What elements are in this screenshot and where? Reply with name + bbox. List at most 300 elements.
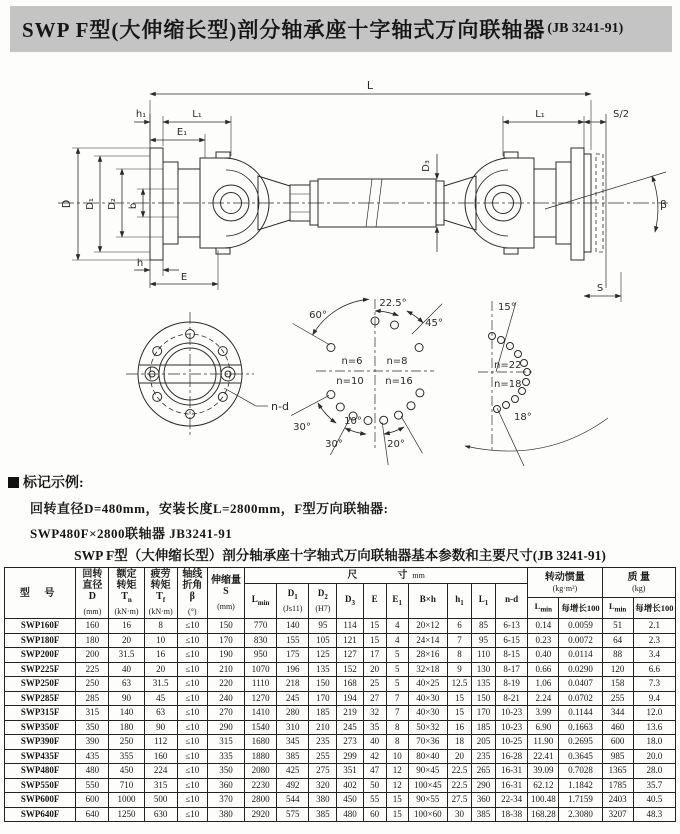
model-cell: SWP640F (5, 807, 76, 822)
value-cell: ≤10 (177, 648, 207, 663)
value-cell: 270 (207, 706, 244, 721)
value-cell: 20.0 (633, 749, 675, 764)
value-cell: 3207 (602, 807, 633, 822)
dim-label-beta: β (660, 198, 668, 211)
value-cell: 196 (277, 662, 309, 677)
angle-label-15: 15° (498, 302, 516, 313)
col-header-model: 型 号 (5, 568, 76, 619)
value-cell: 15 (447, 706, 471, 721)
value-cell: 5 (386, 648, 408, 663)
value-cell: 6 (447, 619, 471, 634)
table-row (5, 778, 676, 793)
value-cell: 100.48 (528, 793, 559, 808)
value-cell: ≤10 (177, 807, 207, 822)
value-cell: 500 (144, 793, 177, 808)
value-cell: 100×60 (408, 807, 447, 822)
table-row (5, 648, 676, 663)
value-cell: 120 (602, 662, 633, 677)
value-cell: 60 (363, 807, 386, 822)
parameter-table (4, 567, 676, 822)
value-cell: 385 (472, 807, 496, 822)
value-cell: 550 (76, 778, 109, 793)
value-cell: 3.99 (528, 706, 559, 721)
value-cell: 351 (337, 764, 363, 779)
value-cell: 25 (363, 677, 386, 692)
count-label-n16: n=16 (385, 376, 413, 387)
value-cell: 10 (144, 633, 177, 648)
value-cell: 5 (386, 677, 408, 692)
value-cell: 170 (309, 691, 337, 706)
dim-label-b: b (128, 202, 139, 210)
value-cell: 245 (337, 720, 363, 735)
value-cell: 575 (277, 807, 309, 822)
angle-label-60: 60° (309, 310, 327, 321)
dim-label-h: h (136, 258, 144, 269)
value-cell: 255 (602, 691, 633, 706)
value-cell: 31.5 (144, 677, 177, 692)
value-cell: ≤10 (177, 764, 207, 779)
value-cell: 114 (337, 619, 363, 634)
value-cell: 344 (602, 706, 633, 721)
table-row (5, 691, 676, 706)
value-cell: 0.7028 (559, 764, 602, 779)
value-cell: 1880 (245, 749, 277, 764)
col-header-mass-lmin: $L_{min}$ (602, 598, 633, 619)
value-cell: 2.3080 (559, 807, 602, 822)
flange-bolt-label: n-d (271, 400, 289, 413)
value-cell: 4 (386, 633, 408, 648)
model-cell: SWP160F (5, 619, 76, 634)
dim-label-D: D (60, 199, 73, 209)
value-cell: 370 (207, 793, 244, 808)
value-cell: 218 (277, 677, 309, 692)
value-cell: 5 (386, 662, 408, 677)
value-cell: 15 (363, 633, 386, 648)
value-cell: 355 (109, 749, 144, 764)
group-header-inertia: 转动惯量 (kg·m²) (528, 568, 602, 598)
value-cell: 8 (144, 619, 177, 634)
value-cell: ≤10 (177, 778, 207, 793)
angle-label-22-5: 22.5° (379, 298, 407, 309)
value-cell: 0.0407 (559, 677, 602, 692)
value-cell: 51 (602, 619, 633, 634)
value-cell: 2230 (245, 778, 277, 793)
value-cell: 0.40 (528, 648, 559, 663)
value-cell: 6.90 (528, 720, 559, 735)
dim-label-S-half: S/2 (613, 109, 630, 120)
value-cell: 40×30 (408, 691, 447, 706)
value-cell: 544 (277, 793, 309, 808)
marking-heading (8, 472, 668, 492)
value-cell: 315 (207, 735, 244, 750)
value-cell: 168 (337, 677, 363, 692)
value-cell: 15 (363, 619, 386, 634)
marking-example-section (8, 472, 668, 542)
value-cell: 4 (386, 619, 408, 634)
dim-label-E: E (180, 272, 188, 283)
model-cell: SWP435F (5, 749, 76, 764)
value-cell: 6.6 (633, 662, 675, 677)
value-cell: 10-23 (496, 706, 528, 721)
col-header-h1: $h_1$ (447, 584, 471, 619)
value-cell: 8-21 (496, 691, 528, 706)
col-header-e: E (363, 584, 386, 619)
value-cell: 210 (207, 662, 244, 677)
value-cell: 1365 (602, 764, 633, 779)
value-cell: 310 (277, 720, 309, 735)
value-cell: ≤10 (177, 735, 207, 750)
value-cell: 170 (207, 633, 244, 648)
value-cell: 40.5 (633, 793, 675, 808)
table-row (5, 706, 676, 721)
value-cell: 250 (109, 735, 144, 750)
value-cell: 480 (337, 807, 363, 822)
value-cell: 35.7 (633, 778, 675, 793)
value-cell: 13.6 (633, 720, 675, 735)
dim-label-E1: E₁ (176, 127, 188, 138)
col-header-d3: $D_3$ (337, 584, 363, 619)
value-cell: 220 (207, 677, 244, 692)
model-cell: SWP225F (5, 662, 76, 677)
marking-heading-text: 标记示例: (23, 476, 84, 491)
value-cell: 8 (386, 735, 408, 750)
count-label-n10: n=10 (336, 376, 364, 387)
value-cell: 152 (337, 662, 363, 677)
value-cell: 24×14 (408, 633, 447, 648)
value-cell: 425 (277, 764, 309, 779)
value-cell: 32×18 (408, 662, 447, 677)
value-cell: 155 (277, 633, 309, 648)
value-cell: 12 (386, 778, 408, 793)
value-cell: 7 (386, 706, 408, 721)
value-cell: 150 (472, 691, 496, 706)
value-cell: 30 (447, 807, 471, 822)
model-cell: SWP350F (5, 720, 76, 735)
value-cell: 390 (76, 735, 109, 750)
bolt-pattern-diagram (291, 298, 443, 465)
value-cell: 224 (144, 764, 177, 779)
value-cell: 0.0059 (559, 619, 602, 634)
value-cell: 265 (472, 764, 496, 779)
value-cell: 18 (447, 735, 471, 750)
value-cell: 150 (309, 677, 337, 692)
value-cell: 2.24 (528, 691, 559, 706)
col-header-d2: $D_2$ (H7) (309, 584, 337, 619)
technical-drawing (0, 56, 680, 470)
value-cell: 17 (363, 648, 386, 663)
value-cell: 50×32 (408, 720, 447, 735)
model-cell: SWP315F (5, 706, 76, 721)
value-cell: 110 (472, 648, 496, 663)
table-row (5, 764, 676, 779)
value-cell: 350 (207, 764, 244, 779)
value-cell: 8-19 (496, 677, 528, 692)
partial-bolt-pattern (465, 301, 608, 466)
col-header-inertia-per100: 每增长100 (559, 598, 602, 619)
value-cell: 40×30 (408, 706, 447, 721)
value-cell: 185 (309, 706, 337, 721)
value-cell: 1410 (245, 706, 277, 721)
value-cell: 1785 (602, 778, 633, 793)
model-cell: SWP285F (5, 691, 76, 706)
dim-label-D3: D₃ (421, 160, 432, 172)
value-cell: 70×36 (408, 735, 447, 750)
value-cell: 320 (309, 778, 337, 793)
value-cell: 16 (447, 720, 471, 735)
value-cell: 380 (207, 807, 244, 822)
value-cell: 315 (76, 706, 109, 721)
value-cell: 450 (337, 793, 363, 808)
value-cell: 90×55 (408, 793, 447, 808)
table-row (5, 619, 676, 634)
table-row (5, 749, 676, 764)
value-cell: 240 (207, 691, 244, 706)
value-cell: 28×16 (408, 648, 447, 663)
value-cell: 18-38 (496, 807, 528, 822)
value-cell: 245 (277, 691, 309, 706)
value-cell: 1110 (245, 677, 277, 692)
value-cell: ≤10 (177, 706, 207, 721)
dim-label-L1-left: L₁ (192, 109, 202, 120)
value-cell: 285 (76, 691, 109, 706)
model-cell: SWP480F (5, 764, 76, 779)
value-cell: 250 (76, 677, 109, 692)
value-cell: 160 (76, 619, 109, 634)
value-cell: 18.0 (633, 735, 675, 750)
value-cell: 158 (602, 677, 633, 692)
value-cell: 0.1663 (559, 720, 602, 735)
dim-label-D2: D₂ (107, 198, 118, 210)
value-cell: ≤10 (177, 793, 207, 808)
value-cell: 1070 (245, 662, 277, 677)
value-cell: 32 (363, 706, 386, 721)
value-cell: 22-34 (496, 793, 528, 808)
value-cell: 350 (76, 720, 109, 735)
value-cell: 140 (277, 619, 309, 634)
value-cell: 299 (337, 749, 363, 764)
value-cell: 7 (447, 633, 471, 648)
dim-label-h1: h₁ (135, 109, 147, 120)
value-cell: 335 (207, 749, 244, 764)
value-cell: 16 (144, 648, 177, 663)
model-cell: SWP600F (5, 793, 76, 808)
model-cell: SWP250F (5, 677, 76, 692)
value-cell: 1680 (245, 735, 277, 750)
angle-label-30-left: 30° (293, 422, 311, 433)
page-title: SWP F型(大伸缩长型)剖分轴承座十字轴式万向联轴器 (22, 18, 546, 42)
value-cell: 385 (309, 807, 337, 822)
value-cell: 135 (309, 662, 337, 677)
value-cell: 47 (363, 764, 386, 779)
value-cell: 20 (363, 662, 386, 677)
value-cell: 1540 (245, 720, 277, 735)
dim-label-S: S (596, 283, 604, 294)
black-square-bullet-icon (8, 477, 19, 488)
value-cell: 40×25 (408, 677, 447, 692)
value-cell: 9.4 (633, 691, 675, 706)
value-cell: 0.0702 (559, 691, 602, 706)
value-cell: 3.4 (633, 648, 675, 663)
value-cell: 6-15 (496, 633, 528, 648)
value-cell: 2800 (245, 793, 277, 808)
col-header-rated-torque: 额定 转矩 $T_n$ (kN·m) (109, 568, 144, 619)
value-cell: 180 (76, 633, 109, 648)
col-header-mass-per100: 每增长100 (633, 598, 675, 619)
value-cell: 7 (386, 691, 408, 706)
table-title: SWP F型（大伸缩长型）剖分轴承座十字轴式万向联轴器基本参数和主要尺寸(JB 3241-91) (74, 548, 606, 563)
value-cell: 345 (277, 735, 309, 750)
value-cell: 95 (309, 619, 337, 634)
value-cell: 0.2695 (559, 735, 602, 750)
value-cell: 20 (144, 662, 177, 677)
value-cell: 360 (472, 793, 496, 808)
value-cell: 20×12 (408, 619, 447, 634)
value-cell: 1.7159 (559, 793, 602, 808)
value-cell: 205 (472, 735, 496, 750)
value-cell: 290 (207, 720, 244, 735)
value-cell: 22.41 (528, 749, 559, 764)
value-cell: 275 (309, 764, 337, 779)
marking-line-1: 回转直径D=480mm，安装长度L=2800mm，F型万向联轴器: (30, 501, 389, 516)
table-row (5, 735, 676, 750)
value-cell: ≤10 (177, 691, 207, 706)
model-cell: SWP180F (5, 633, 76, 648)
value-cell: 8 (386, 720, 408, 735)
dim-label-L: L (366, 79, 374, 92)
angle-label-45: 45° (425, 318, 443, 329)
count-label-n22: n=22 (494, 360, 522, 371)
value-cell: 48.3 (633, 807, 675, 822)
model-cell: SWP390F (5, 735, 76, 750)
value-cell: 88 (602, 648, 633, 663)
value-cell: 85 (472, 619, 496, 634)
value-cell: 255 (309, 749, 337, 764)
value-cell: 40 (363, 735, 386, 750)
model-cell: SWP550F (5, 778, 76, 793)
value-cell: 0.14 (528, 619, 559, 634)
value-cell: 27.5 (447, 793, 471, 808)
page-title-standard: (JB 3241-91) (547, 21, 624, 36)
value-cell: 0.3645 (559, 749, 602, 764)
group-header-mass: 质 量 (kg) (602, 568, 675, 598)
count-label-n6: n=6 (341, 356, 363, 367)
model-cell: SWP200F (5, 648, 76, 663)
value-cell: 0.66 (528, 662, 559, 677)
value-cell: 630 (144, 807, 177, 822)
count-label-n8: n=8 (386, 356, 408, 367)
value-cell: 121 (337, 633, 363, 648)
value-cell: 2.1 (633, 619, 675, 634)
table-row (5, 793, 676, 808)
value-cell: 39.09 (528, 764, 559, 779)
value-cell: 180 (109, 720, 144, 735)
col-header-bxh: B×h (408, 584, 447, 619)
value-cell: 492 (277, 778, 309, 793)
value-cell: 90 (144, 720, 177, 735)
value-cell: ≤10 (177, 633, 207, 648)
value-cell: 0.1144 (559, 706, 602, 721)
flange-front-view (126, 312, 289, 438)
value-cell: 42 (363, 749, 386, 764)
col-header-extension: 伸缩量 S (mm) (207, 568, 244, 619)
page-title-bar (10, 6, 672, 52)
value-cell: 235 (309, 735, 337, 750)
value-cell: 40 (109, 662, 144, 677)
col-header-inertia-lmin: $L_{min}$ (528, 598, 559, 619)
value-cell: 15 (386, 793, 408, 808)
value-cell: 402 (337, 778, 363, 793)
value-cell: 0.0114 (559, 648, 602, 663)
value-cell: 9 (447, 662, 471, 677)
value-cell: 50 (363, 778, 386, 793)
value-cell: 8 (447, 648, 471, 663)
value-cell: 135 (472, 677, 496, 692)
value-cell: 12.5 (447, 677, 471, 692)
value-cell: 219 (337, 706, 363, 721)
value-cell: 130 (472, 662, 496, 677)
value-cell: 27 (363, 691, 386, 706)
value-cell: 140 (109, 706, 144, 721)
value-cell: 985 (602, 749, 633, 764)
table-row (5, 720, 676, 735)
value-cell: ≤10 (177, 749, 207, 764)
value-cell: 190 (207, 648, 244, 663)
value-cell: 28.0 (633, 764, 675, 779)
marking-line-2: SWP480F×2800联轴器 JB3241-91 (30, 526, 233, 541)
value-cell: 11.90 (528, 735, 559, 750)
value-cell: 0.0072 (559, 633, 602, 648)
angle-label-10: 10° (344, 416, 362, 427)
dim-label-L1-right: L₁ (535, 109, 545, 120)
value-cell: ≤10 (177, 662, 207, 677)
value-cell: 450 (109, 764, 144, 779)
value-cell: 2.3 (633, 633, 675, 648)
value-cell: 22.5 (447, 764, 471, 779)
value-cell: 1270 (245, 691, 277, 706)
value-cell: 160 (144, 749, 177, 764)
value-cell: 12.0 (633, 706, 675, 721)
group-header-dimensions: 尺 寸 mm (245, 568, 528, 584)
col-header-lmin: $L_{min}$ (245, 584, 277, 619)
value-cell: 2080 (245, 764, 277, 779)
value-cell: 63 (144, 706, 177, 721)
value-cell: 360 (207, 778, 244, 793)
col-header-deflection-angle: 轴线 折角 β (°) (177, 568, 207, 619)
value-cell: 22.5 (447, 778, 471, 793)
value-cell: 1000 (109, 793, 144, 808)
table-row (5, 662, 676, 677)
value-cell: 480 (76, 764, 109, 779)
col-header-nd: n-d (496, 584, 528, 619)
value-cell: 12 (386, 764, 408, 779)
angle-label-30-bottom: 30° (325, 439, 343, 450)
value-cell: ≤10 (177, 720, 207, 735)
value-cell: 90 (109, 691, 144, 706)
value-cell: 64 (602, 633, 633, 648)
value-cell: ≤10 (177, 677, 207, 692)
value-cell: 2403 (602, 793, 633, 808)
value-cell: 95 (472, 633, 496, 648)
value-cell: 435 (76, 749, 109, 764)
value-cell: 0.0290 (559, 662, 602, 677)
value-cell: 112 (144, 735, 177, 750)
value-cell: 105 (309, 633, 337, 648)
value-cell: 100×45 (408, 778, 447, 793)
angle-label-20: 20° (387, 439, 405, 450)
value-cell: 235 (472, 749, 496, 764)
table-row (5, 677, 676, 692)
parameter-table-section (4, 544, 676, 822)
